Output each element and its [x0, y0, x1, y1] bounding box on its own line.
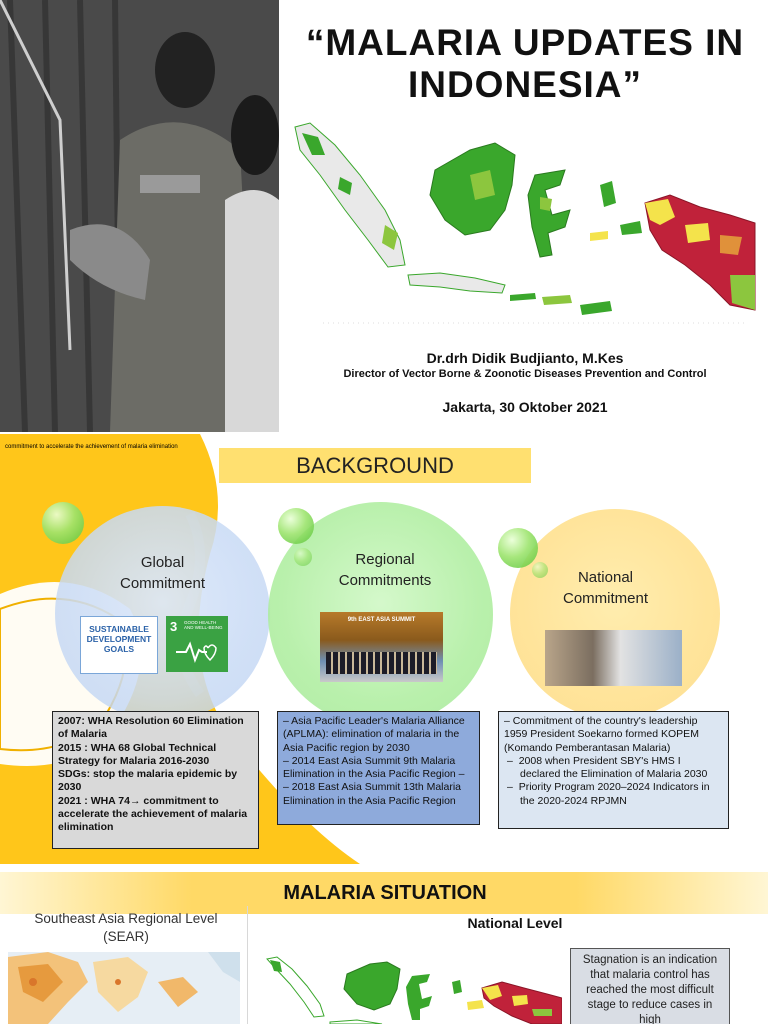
national-commitment-title: National Commitment [562, 569, 648, 607]
national-bullet: – 2008 when President SBY's HMS I declared the Elimination of Malaria 2030 [507, 754, 708, 781]
indonesia-map-svg [290, 115, 760, 335]
global-line: 2007: WHA Resolution 60 Elimination of Malaria [58, 715, 244, 741]
goal-3-number: 3 [170, 619, 178, 634]
bubble-decoration [278, 508, 314, 544]
national-level-title: National Level [467, 915, 563, 931]
bubble-decoration [294, 548, 312, 566]
national-bullet: – Priority Program 2020–2024 Indicators in the 2020-2024 RPJMN [507, 781, 710, 807]
bubble-decoration [42, 502, 84, 544]
author-name: Dr.drh Didik Budjianto, M.Kes [426, 350, 624, 366]
national-level-map [262, 954, 562, 1024]
national-line: – Commitment of the country's leadership [504, 715, 698, 727]
sear-map-svg [8, 952, 240, 1024]
global-commitment-circle [55, 506, 270, 721]
east-asia-summit-photo [320, 612, 443, 682]
global-commitment-box [52, 711, 259, 849]
regional-commitment-title: Regional Commitments [338, 551, 432, 589]
global-commitment-title: Global Commitment [119, 554, 205, 592]
regional-line: – 2018 East Asia Summit 13th Malaria Elimination in the Asia Pacific Region [283, 781, 462, 807]
indonesia-malaria-map [290, 115, 760, 335]
slide-caption: commitment to accelerate the achievement of malaria elimination [5, 444, 178, 450]
global-line: SDGs: stop the malaria epidemic by 2030 [58, 768, 238, 794]
regional-line: – Asia Pacific Leader's Malaria Alliance (APLMA): elimination of malaria in the Asia Pacific region by 2030 [283, 715, 465, 754]
national-commitment-circle [510, 509, 720, 719]
national-bullet-text: Priority Program 2020–2024 Indicators in the 2020-2024 RPJMN [518, 781, 710, 807]
title-slide [0, 0, 768, 434]
goal-3-text: GOOD HEALTH AND WELL-BEING [184, 620, 223, 630]
author-role: Director of Vector Borne & Zoonotic Diseases Prevention and Control [343, 368, 707, 380]
presentation-title: “MALARIA UPDATES IN INDONESIA” [305, 22, 745, 105]
bubble-decoration [498, 528, 538, 568]
presidents-photo-collage [545, 630, 682, 686]
regional-commitment-box [277, 711, 480, 825]
sear-title: Southeast Asia Regional Level (SEAR) [34, 911, 218, 944]
location-date: Jakarta, 30 Oktober 2021 [442, 399, 608, 415]
goal-3-logo [166, 616, 228, 672]
malaria-situation-slide [0, 864, 768, 1024]
situation-header: MALARIA SITUATION [283, 882, 487, 904]
regional-line: – 2014 East Asia Summit 9th Malaria Elimination in the Asia Pacific Region – [283, 754, 465, 781]
leaders-row [326, 652, 437, 674]
global-line: 2021 : WHA 74→ commitment to accelerate the achievement of malaria elimination [58, 794, 248, 834]
sear-heatmap [8, 952, 240, 1024]
sdg-logo-text: SUSTAINABLE DEVELOPMENT GOALS [86, 624, 152, 654]
global-line: 2015 : WHA 68 Global Technical Strategy for Malaria 2016-2030 [58, 741, 217, 767]
national-line: 1959 President Soekarno formed KOPEM (Komando Pemberantasan Malaria) [504, 728, 699, 754]
historical-photo-illustration [0, 0, 279, 432]
national-map-svg [262, 954, 562, 1024]
sdg-logo [80, 616, 158, 674]
east-asia-summit-banner: 9th EAST ASIA SUMMIT [347, 617, 416, 623]
bubble-decoration [532, 562, 548, 578]
national-bullet-text: 2008 when President SBY's HMS I declared the Elimination of Malaria 2030 [518, 754, 708, 781]
background-header: BACKGROUND [219, 448, 531, 483]
stagnation-note: Stagnation is an indication that malaria control has reached the most difficult stage to reduce cases in high [570, 948, 730, 1024]
heartbeat-icon [174, 638, 220, 666]
historical-photo [0, 0, 279, 432]
background-slide [0, 434, 768, 864]
divider [247, 906, 248, 1024]
national-commitment-box [498, 711, 729, 829]
